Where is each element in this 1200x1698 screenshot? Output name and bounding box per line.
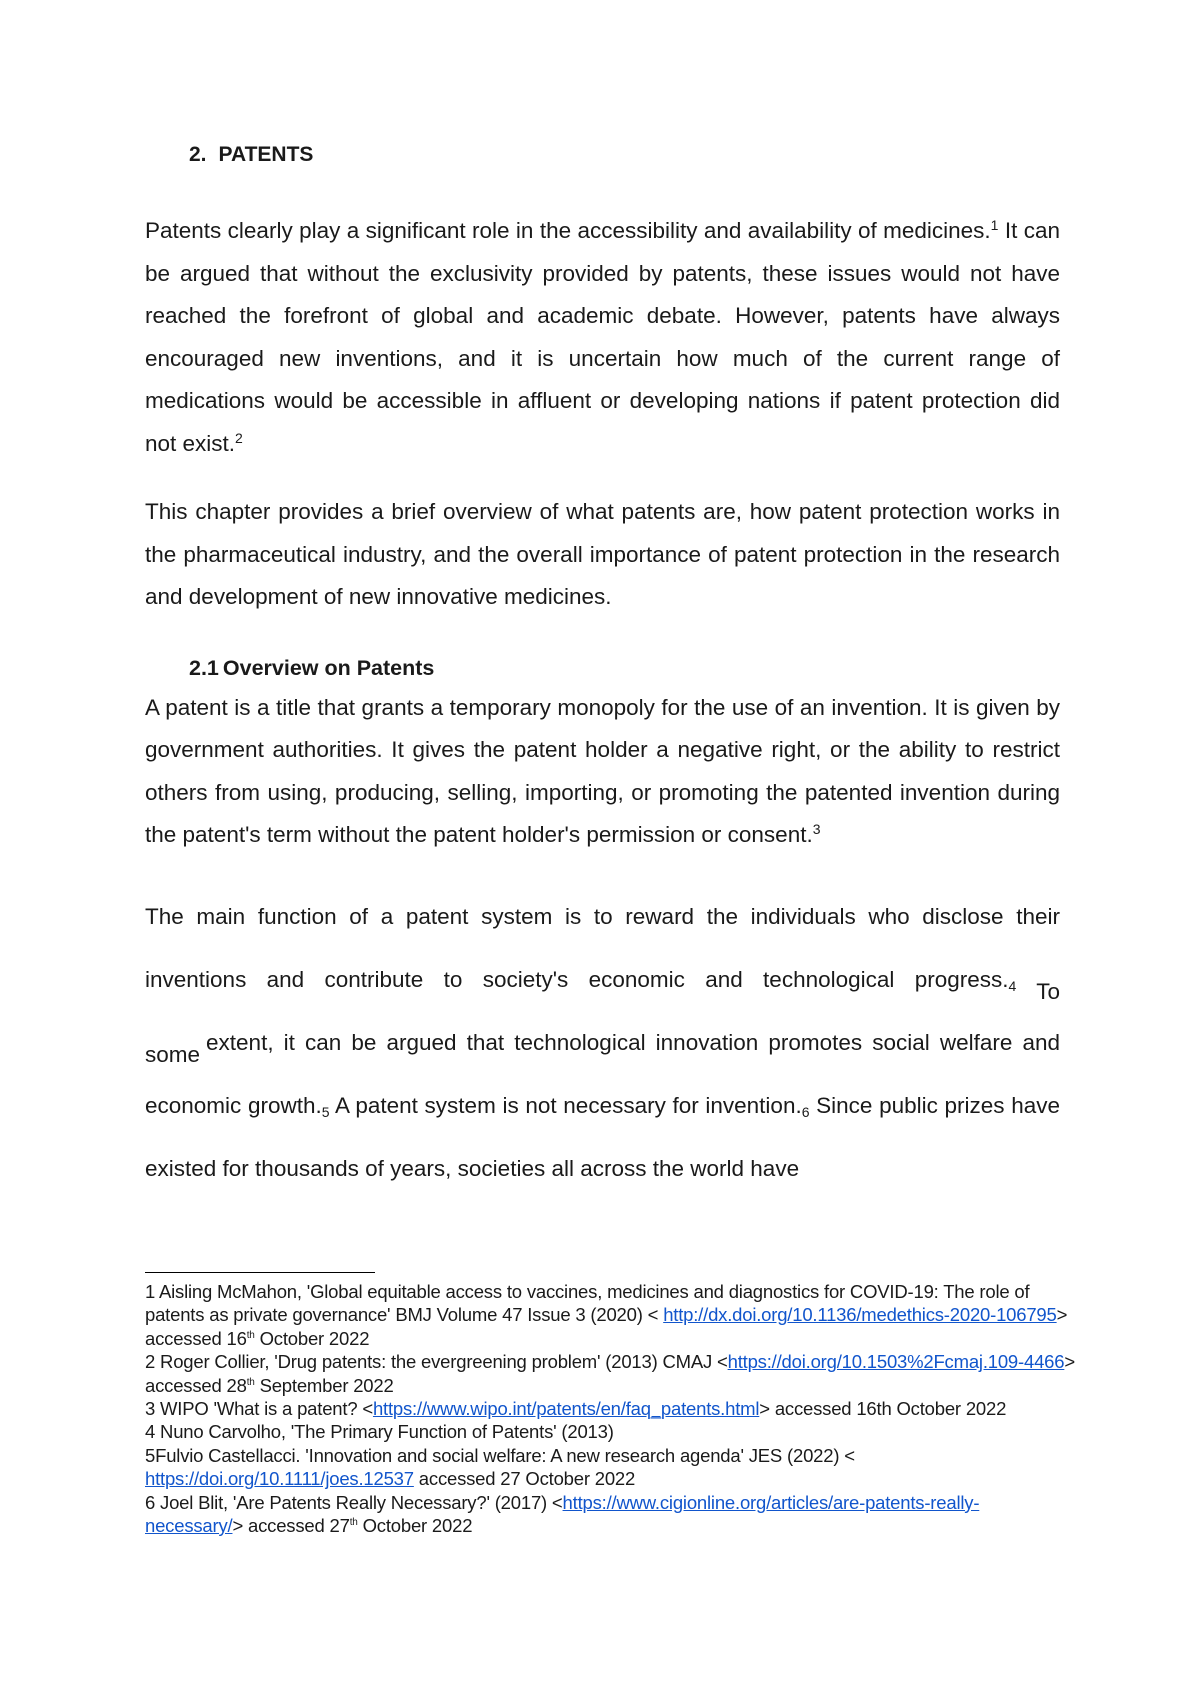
footnote-4: 4 Nuno Carvolho, 'The Primary Function of Patents' (2013) [145,1421,614,1443]
footnote-6-link[interactable]: https://www.cigionline.org/articles/are-patents-really-necessary/ [145,1491,980,1537]
footnote-text: > accessed 16 [145,1304,1068,1349]
paragraph-intro [145,210,1060,465]
paragraph-text: This chapter provides a brief overview of what patents are, how patent protection works in the pharmaceutical industry, and the overall importance of patent protection in the research and development of new innovative medicines. [145,499,1060,609]
paragraph-text: Patents clearly play a significant role in the accessibility and availability of medicines. [145,218,991,243]
footnote-ref-2[interactable]: 2 [235,429,243,446]
paragraph-text-some: some [145,1041,201,1067]
footnote-3-link[interactable]: https://www.wipo.int/patents/en/faq_patents.html [372,1398,760,1420]
footnote-2 [145,1350,1075,1397]
footnote-2-link[interactable]: https://doi.org/10.1503%2Fcmaj.109-4466 [727,1351,1065,1373]
footnote-text: 3 WIPO 'What is a patent? < [145,1398,373,1420]
paragraph-chapter-overview [145,491,1060,619]
paragraph-text-to: To [1036,978,1060,1004]
subsection-number: 2.1 [189,655,219,680]
footnote-1 [145,1280,1075,1350]
footnote-ref-4[interactable]: 4 [1008,977,1017,994]
footnotes-section [145,1272,1075,1537]
footnote-text: > accessed 28 [145,1351,1075,1396]
paragraph-text: extent, it can be argued that technological innovation promotes social welfare and economic growth. [145,1029,1060,1118]
footnote-text: 5Fulvio Castellacci. 'Innovation and social welfare: A new research agenda' JES (2022) < [145,1444,855,1466]
ordinal-suffix: th [246,1376,255,1388]
footnote-6 [145,1491,1075,1538]
footnote-text: > accessed 27 [232,1515,350,1537]
paragraph-text: Since public prizes have existed for thousands of years, societies all across the world have [145,1092,1060,1181]
section-heading [189,140,1060,170]
footnote-separator [145,1272,375,1273]
footnote-text: October 2022 [254,1327,370,1349]
paragraph-text: A patent system is not necessary for invention. [329,1092,802,1118]
document-body [145,140,1060,1226]
footnote-5 [145,1444,1075,1491]
paragraph-patent-definition [145,687,1060,857]
paragraph-patent-function [145,885,1060,1200]
footnote-text: accessed 27 October 2022 [413,1468,636,1490]
paragraph-text: The main function of a patent system is to reward the individuals who disclose their inventions and contribute to society's economic and technological progress. [145,903,1060,992]
ordinal-suffix: th [246,1329,255,1341]
footnote-text: September 2022 [254,1374,394,1396]
footnote-1-link[interactable]: http://dx.doi.org/10.1136/medethics-2020-106795 [663,1304,1057,1326]
paragraph-text: It can be argued that without the exclusivity provided by patents, these issues would not have reached the forefront of global and academic debate. However, patents have always encouraged new inventions, and it is uncertain how much of the current range of medications would be accessible in affluent or developing nations if patent protection did not exist. [145,218,1060,456]
footnote-ref-3[interactable]: 3 [812,821,821,837]
footnote-3 [145,1397,1075,1420]
footnote-text: October 2022 [357,1515,473,1537]
subsection-heading [189,653,1060,683]
footnote-5-link[interactable]: https://doi.org/10.1111/joes.12537 [145,1468,414,1490]
footnote-text: > accessed 16th October 2022 [759,1398,1007,1420]
footnote-ref-6[interactable]: 6 [801,1103,810,1120]
section-title: PATENTS [218,143,314,166]
paragraph-text: A patent is a title that grants a temporary monopoly for the use of an invention. It is given by government authorities. It gives the patent holder a negative right, or the ability to restrict others from using, producing, selling, importing, or promoting the patented invention during the patent's term without the patent holder's permission or consent. [145,694,1060,847]
footnote-text: 6 Joel Blit, 'Are Patents Really Necessary?' (2017) < [145,1491,563,1513]
footnote-text: 1 Aisling McMahon, 'Global equitable access to vaccines, medicines and diagnostics for COVID-19: The role of patents as private governance' BMJ Volume 47 Issue 3 (2020) < [145,1281,1030,1326]
footnote-ref-1[interactable]: 1 [990,217,999,233]
section-number: 2. [189,143,207,166]
subsection-title: Overview on Patents [222,655,435,680]
ordinal-suffix: th [349,1517,358,1529]
footnote-ref-5[interactable]: 5 [321,1103,330,1120]
footnote-text: 2 Roger Collier, 'Drug patents: the evergreening problem' (2013) CMAJ < [145,1351,728,1373]
